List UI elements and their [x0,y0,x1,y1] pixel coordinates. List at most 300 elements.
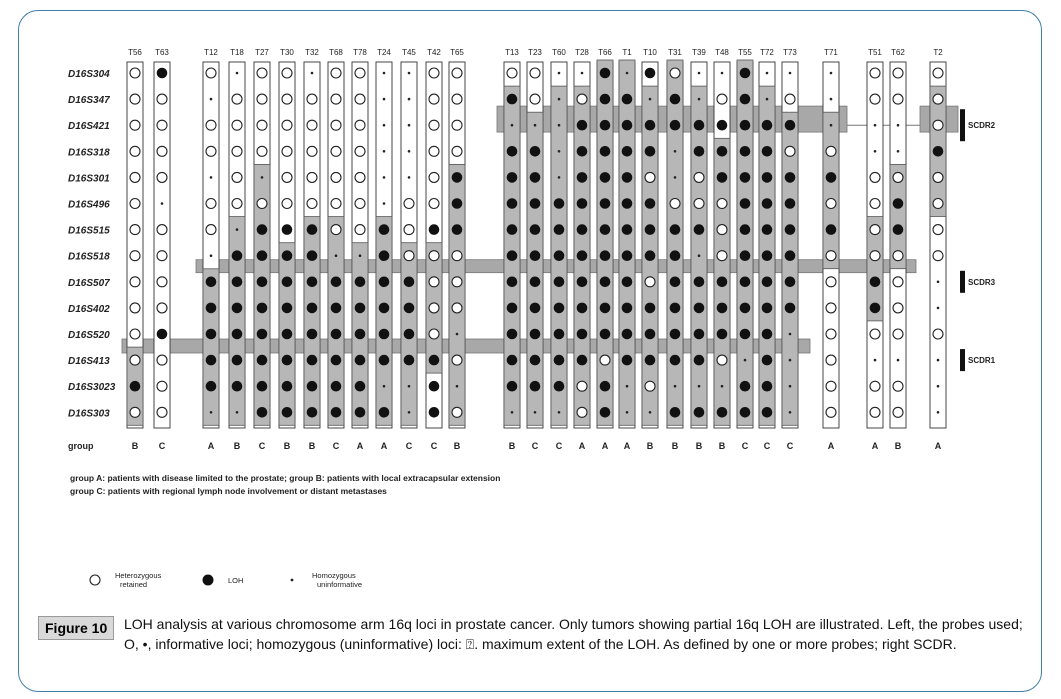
loh-marker [507,277,518,288]
loh-marker [307,355,318,366]
loh-marker [622,355,633,366]
heterozygous-marker [933,68,943,78]
heterozygous-marker [870,381,880,391]
loh-marker [600,146,611,157]
loh-marker [282,224,293,235]
group-letter: C [786,441,794,451]
loh-marker [785,303,796,314]
loh-marker [600,198,611,209]
loh-marker [429,224,440,235]
heterozygous-marker [893,381,903,391]
heterozygous-marker [130,199,140,209]
loh-marker [577,224,588,235]
homozygous-marker [897,150,900,153]
loh-marker [404,277,415,288]
heterozygous-marker [355,120,365,130]
probe-labels [68,69,116,419]
tumor-column-T23 [527,48,543,451]
loh-marker [645,303,656,314]
heterozygous-marker [157,94,167,104]
group-letter: C [741,441,749,451]
tumor-label: T2 [933,48,943,57]
tumor-column-T68 [328,48,344,451]
group-letter: C [332,441,340,451]
heterozygous-marker [257,199,267,209]
loh-marker [355,329,366,340]
loh-marker [893,198,904,209]
loh-marker [622,329,633,340]
heterozygous-marker [429,68,439,78]
group-letter: B [508,441,516,451]
heterozygous-marker [157,120,167,130]
homozygous-marker [408,124,411,127]
tumor-label: T1 [622,48,632,57]
heterozygous-marker [232,199,242,209]
heterozygous-marker [257,146,267,156]
homozygous-marker [558,72,561,75]
loh-marker [379,277,390,288]
heterozygous-marker [355,146,365,156]
tumor-label: T48 [715,48,729,57]
heterozygous-marker [826,303,836,313]
loh-marker [554,250,565,261]
heterozygous-marker [893,94,903,104]
heterozygous-marker [157,225,167,235]
loh-marker [355,303,366,314]
tumor-columns [127,48,946,451]
homozygous-marker [210,411,213,414]
homozygous-marker [210,98,213,101]
tumor-column-T72 [759,48,775,451]
figure-label: Figure 10 [38,616,114,640]
tumor-label: T65 [450,48,464,57]
loh-marker [307,250,318,261]
heterozygous-marker [130,68,140,78]
heterozygous-marker [645,172,655,182]
loh-marker [452,198,463,209]
heterozygous-marker [157,146,167,156]
loh-marker [507,381,518,392]
group-note-1: group A: patients with disease limited to the prostate; group B: patients with local extracapsular extension [70,473,501,483]
heterozygous-marker [130,172,140,182]
heterozygous-marker [717,355,727,365]
heterozygous-marker [331,146,341,156]
loh-marker [530,303,541,314]
tumor-label: T71 [824,48,838,57]
homozygous-marker [408,98,411,101]
loh-marker [762,355,773,366]
heterozygous-marker [429,199,439,209]
loh-marker [232,303,243,314]
heterozygous-marker [870,225,880,235]
group-note-2: group C: patients with regional lymph node involvement or distant metastases [70,486,387,496]
loh-marker [645,250,656,261]
heterozygous-marker [282,120,292,130]
loh-marker [670,120,681,131]
loh-marker [694,146,705,157]
heterozygous-marker [257,68,267,78]
legend [90,571,362,589]
tumor-column-T2 [930,48,946,451]
homozygous-marker [359,254,362,257]
loh-marker [670,277,681,288]
heterozygous-marker [130,120,140,130]
loh-marker [282,329,293,340]
loh-marker [577,355,588,366]
loh-extent [304,217,320,426]
loh-marker [404,355,415,366]
loh-marker [257,407,268,418]
loh-marker [282,407,293,418]
loh-marker [600,68,611,79]
heterozygous-marker [600,355,610,365]
loh-marker [130,381,141,392]
loh-marker [893,224,904,235]
loh-marker [600,224,611,235]
heterozygous-marker [826,407,836,417]
heterozygous-marker [331,68,341,78]
homozygous-marker [698,385,701,388]
loh-marker [785,172,796,183]
loh-marker [232,355,243,366]
heterozygous-marker [645,381,655,391]
group-letter: C [405,441,413,451]
tumor-column-T45 [401,48,417,451]
homozygous-marker [236,228,239,231]
tumor-column-T10 [642,48,658,451]
heterozygous-marker [452,120,462,130]
heterozygous-marker [826,355,836,365]
loh-marker [331,303,342,314]
loh-marker [622,224,633,235]
homozygous-marker [408,176,411,179]
column-frame [154,62,170,428]
homozygous-marker [897,359,900,362]
homozygous-marker [897,124,900,127]
loh-marker [232,329,243,340]
heterozygous-marker [157,303,167,313]
tumor-label: T12 [204,48,218,57]
heterozygous-marker [826,329,836,339]
loh-marker [507,303,518,314]
loh-marker [600,172,611,183]
heterozygous-marker [452,277,462,287]
heterozygous-marker [157,172,167,182]
heterozygous-marker [355,68,365,78]
heterozygous-marker [933,120,943,130]
legend-swatch [291,579,294,582]
heterozygous-marker [893,407,903,417]
loh-marker [307,224,318,235]
homozygous-marker [698,98,701,101]
loh-marker [282,277,293,288]
heterozygous-marker [826,251,836,261]
loh-marker [670,224,681,235]
group-letter: A [623,441,631,451]
homozygous-marker [874,359,877,362]
heterozygous-marker [429,120,439,130]
loh-marker [622,303,633,314]
legend-label-2: retained [120,580,148,589]
loh-extent [667,60,683,425]
tumor-label: T13 [505,48,519,57]
heterozygous-marker [429,94,439,104]
loh-marker [530,146,541,157]
homozygous-marker [511,124,514,127]
loh-marker [331,277,342,288]
heterozygous-marker [206,120,216,130]
tumor-label: T39 [692,48,706,57]
loh-marker [429,355,440,366]
probe-label: D16S301 [68,173,110,185]
heterozygous-marker [870,251,880,261]
loh-marker [670,329,681,340]
loh-marker [530,224,541,235]
legend-item-loh [203,575,244,586]
loh-marker [670,250,681,261]
homozygous-marker [210,176,213,179]
homozygous-marker [789,411,792,414]
loh-marker [257,381,268,392]
loh-marker [785,198,796,209]
loh-marker [452,224,463,235]
scdr-markers [960,109,996,371]
homozygous-marker [649,411,652,414]
loh-marker [762,250,773,261]
heterozygous-marker [307,94,317,104]
group-letter: A [578,441,586,451]
loh-marker [870,277,881,288]
group-letter: B [695,441,703,451]
loh-marker [257,250,268,261]
homozygous-marker [408,411,411,414]
heterozygous-marker [893,329,903,339]
heterozygous-marker [645,277,655,287]
homozygous-marker [698,254,701,257]
heterozygous-marker [717,251,727,261]
tumor-label: T18 [230,48,244,57]
loh-marker [785,250,796,261]
homozygous-marker [698,72,701,75]
heterozygous-marker [452,303,462,313]
homozygous-marker [558,98,561,101]
loh-marker [785,120,796,131]
tumor-label: T27 [255,48,269,57]
scdr-label: SCDR3 [968,277,996,287]
heterozygous-marker [331,225,341,235]
loh-marker [694,303,705,314]
loh-marker [331,407,342,418]
group-letter: B [646,441,654,451]
tumor-column-T66 [597,48,613,451]
loh-marker [530,172,541,183]
tumor-column-T65 [449,48,465,451]
loh-marker [622,277,633,288]
homozygous-marker [766,98,769,101]
homozygous-marker [383,202,386,205]
tumor-column-T78 [352,48,368,451]
heterozygous-marker [452,68,462,78]
loh-extent [619,60,635,425]
homozygous-marker [383,385,386,388]
heterozygous-marker [717,199,727,209]
loh-marker [645,120,656,131]
loh-marker [670,94,681,105]
tumor-label: T45 [402,48,416,57]
homozygous-marker [744,359,747,362]
loh-marker [507,146,518,157]
loh-marker [694,329,705,340]
loh-marker [554,329,565,340]
homozygous-marker [456,333,459,336]
heterozygous-marker [282,146,292,156]
homozygous-marker [383,98,386,101]
loh-marker [600,120,611,131]
homozygous-marker [626,411,629,414]
loh-marker [379,407,390,418]
group-letter: B [718,441,726,451]
loh-marker [717,407,728,418]
loh-marker [826,224,837,235]
loh-marker [530,355,541,366]
loh-marker [740,329,751,340]
homozygous-marker [674,176,677,179]
heterozygous-marker [404,199,414,209]
tumor-column-T18 [229,48,245,451]
heterozygous-marker [429,172,439,182]
heterozygous-marker [157,407,167,417]
loh-marker [554,224,565,235]
loh-marker [404,329,415,340]
loh-marker [622,198,633,209]
loh-extent [203,269,219,426]
homozygous-marker [721,72,724,75]
legend-swatch [203,575,214,586]
loh-marker [507,198,518,209]
homozygous-marker [766,72,769,75]
loh-marker [232,250,243,261]
group-letter: B [233,441,241,451]
loh-marker [826,172,837,183]
group-letter: B [453,441,461,451]
heterozygous-marker [282,94,292,104]
homozygous-marker [937,411,940,414]
loh-marker [307,277,318,288]
loh-marker [600,94,611,105]
loh-marker [933,146,944,157]
group-letter: C [158,441,166,451]
probe-label: D16S318 [68,147,110,159]
homozygous-marker [383,150,386,153]
loh-marker [157,329,168,340]
loh-marker [762,224,773,235]
homozygous-marker [789,385,792,388]
tumor-column-T71 [823,48,839,451]
loh-marker [232,277,243,288]
group-letter: A [871,441,879,451]
loh-marker [554,355,565,366]
probe-label: D16S304 [68,69,110,80]
tumor-label: T42 [427,48,441,57]
heterozygous-marker [257,94,267,104]
scdr-marker-SCDR2 [960,109,996,141]
loh-marker [355,355,366,366]
tumor-label: T56 [128,48,142,57]
loh-marker [577,277,588,288]
loh-marker [670,407,681,418]
loh-marker [577,198,588,209]
heterozygous-marker [870,68,880,78]
homozygous-marker [558,150,561,153]
heterozygous-marker [870,199,880,209]
probe-label: D16S421 [68,121,110,133]
probe-label: D16S515 [68,225,110,237]
loh-marker [429,381,440,392]
loh-marker [600,381,611,392]
tumor-column-T1 [619,48,635,451]
tumor-label: T73 [783,48,797,57]
homozygous-marker [830,98,833,101]
heterozygous-marker [355,94,365,104]
probe-label: D16S507 [68,277,110,289]
heterozygous-marker [157,355,167,365]
heterozygous-marker [206,225,216,235]
loh-marker [762,381,773,392]
loh-marker [762,277,773,288]
heterozygous-marker [694,199,704,209]
loh-marker [257,224,268,235]
loh-marker [257,329,268,340]
heterozygous-marker [130,146,140,156]
heterozygous-marker [717,225,727,235]
heterozygous-marker [307,120,317,130]
heterozygous-marker [157,277,167,287]
probe-label: D16S518 [68,251,110,263]
tumor-column-T13 [504,48,520,451]
scdr-marker-SCDR3 [960,271,996,293]
heterozygous-marker [130,303,140,313]
heterozygous-marker [232,172,242,182]
loh-marker [670,303,681,314]
loh-marker [507,329,518,340]
homozygous-marker [937,307,940,310]
legend-swatch [90,575,100,585]
loh-marker [530,198,541,209]
heterozygous-marker [232,146,242,156]
group-letter: A [827,441,835,451]
loh-marker [307,303,318,314]
heterozygous-marker [282,199,292,209]
loh-marker [379,355,390,366]
heterozygous-marker [933,172,943,182]
tumor-column-T56 [127,48,143,451]
heterozygous-marker [404,225,414,235]
loh-extent [328,217,344,426]
loh-marker [379,303,390,314]
group-letter: A [356,441,364,451]
loh-marker [507,355,518,366]
loh-marker [740,94,751,105]
loh-marker [717,277,728,288]
loh-marker [530,381,541,392]
heterozygous-marker [429,329,439,339]
loh-marker [740,277,751,288]
loh-marker [600,303,611,314]
homozygous-marker [626,385,629,388]
tumor-column-T27 [254,48,270,451]
caption-text: LOH analysis at various chromosome arm 16q loci in prostate cancer. Only tumors showing partial 16q LOH are illustrated. Left, the probes used; O, •, informative loci; homozygous (uninformative) loci: ⍰. maximum extent of the LOH. As defined by one or more probes; right SCDR. [124,616,1023,652]
heterozygous-marker [404,251,414,261]
